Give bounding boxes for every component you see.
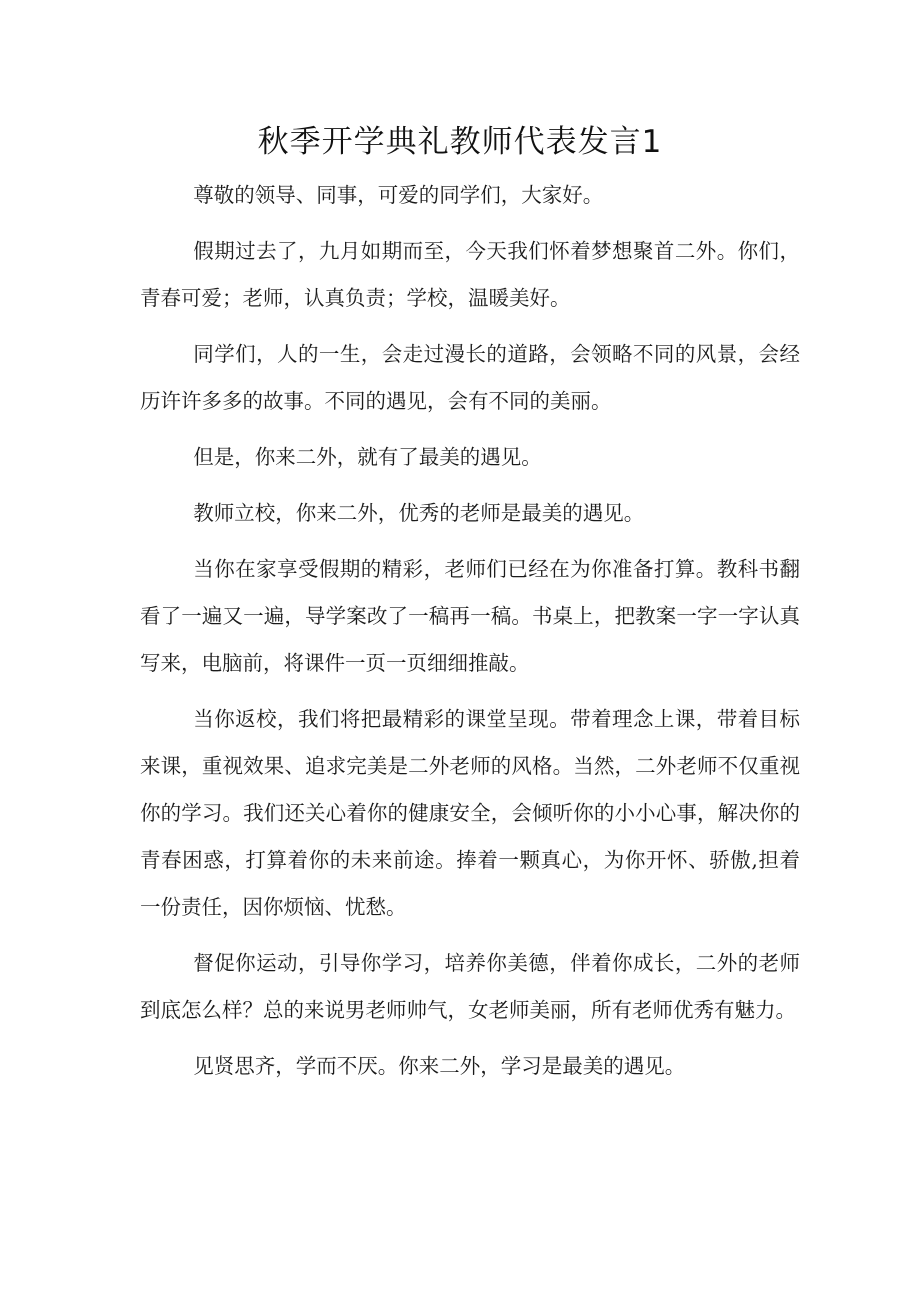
paragraph: 当你返校，我们将把最精彩的课堂呈现。带着理念上课，带着目标来课，重视效果、追求完美是二外老师的风格。当然，二外老师不仅重视你的学习。我们还关心着你的健康安全，会倾听你的小小心事，解决你的青春困惑，打算着你的未来前途。捧着一颗真心，为你开怀、骄傲,担着一份责任，因你烦恼、忧愁。 — [140, 707, 800, 919]
paragraph: 当你在家享受假期的精彩，老师们已经在为你准备打算。教科书翻看了一遍又一遍，导学案改了一稿再一稿。书桌上，把教案一字一字认真写来，电脑前，将课件一页一页细细推敲。 — [140, 557, 800, 675]
paragraph: 尊敬的领导、同事，可爱的同学们，大家好。 — [193, 183, 604, 207]
paragraph: 同学们，人的一生，会走过漫长的道路，会领略不同的风景，会经历许许多多的故事。不同的遇见，会有不同的美丽。 — [140, 342, 800, 413]
document-body — [140, 172, 800, 1099]
paragraph: 见贤思齐，学而不厌。你来二外，学习是最美的遇见。 — [193, 1054, 686, 1078]
document-title: 秋季开学典礼教师代表发言1 — [257, 124, 663, 160]
paragraph: 但是，你来二外，就有了最美的遇见。 — [193, 445, 542, 469]
paragraph: 教师立校，你来二外，优秀的老师是最美的遇见。 — [193, 501, 645, 525]
paragraph: 督促你运动，引导你学习，培养你美德，伴着你成长，二外的老师到底怎么样？总的来说男老师帅气，女老师美丽，所有老师优秀有魅力。 — [140, 951, 800, 1022]
paragraph: 假期过去了，九月如期而至，今天我们怀着梦想聚首二外。你们，青春可爱；老师，认真负责；学校，温暖美好。 — [140, 239, 800, 310]
